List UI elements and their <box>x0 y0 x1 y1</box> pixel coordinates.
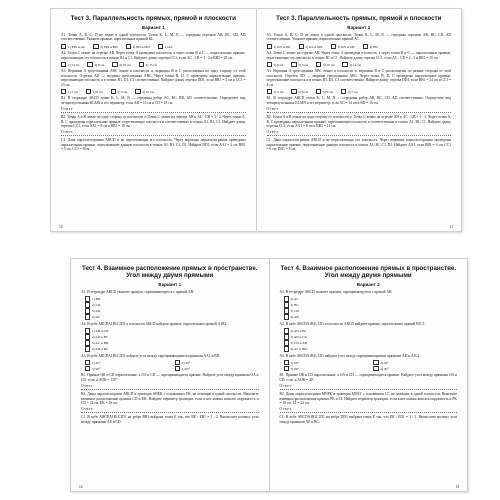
option-2[interactable]: 2) MN и BD <box>93 44 117 49</box>
option-3[interactable]: 3) 90° <box>85 366 169 371</box>
question-a2: А2. В кубе ABCDA1B1C1D1 в плоскости ABCD найдите прямые, параллельные прямой B1C1. <box>279 321 426 326</box>
option-1[interactable]: 1) 7 см <box>61 89 78 94</box>
checkbox[interactable] <box>373 366 378 371</box>
answer-options-a3 <box>267 89 452 94</box>
option-3[interactable]: 3) CD <box>284 308 458 313</box>
option-1[interactable]: 1) 9 см <box>267 62 284 67</box>
answer-options-a1 <box>284 296 458 319</box>
answer-line[interactable]: Ответ. <box>267 130 452 136</box>
page-number: 11 <box>449 225 453 229</box>
option-4[interactable]: 4) 30° <box>373 366 457 371</box>
checkbox[interactable] <box>284 360 289 365</box>
checkbox[interactable] <box>291 62 296 67</box>
checkbox[interactable] <box>85 328 90 333</box>
option-3[interactable]: 3) 10 см <box>112 62 130 67</box>
question-a3: А3. В кубе ABCDA1B1C1D1 найдите угол между скрещивающимися прямыми AA1 и BD. <box>81 353 221 358</box>
option-4[interactable]: 4) AC <box>158 44 173 49</box>
option-3[interactable]: 3) 9 см <box>111 89 128 94</box>
checkbox[interactable] <box>61 89 66 94</box>
option-2[interactable]: 2) 6 см <box>291 89 308 94</box>
page-number: 12 <box>79 485 83 489</box>
answer-options-a1 <box>267 44 452 49</box>
question-b2: В2. Точки A и B лежат по одну сторону от плоскости α. Точка C лежит на отрезке AB и AC : CB = 3 : 2. Через точки A, B, C проведены параллельные прямые, пересекающие плоскость α соответственно в точках A1, B1, C1. Найдите длину отрезка CC1, если AA1 = 8 см и BB1 = 18 см. <box>61 115 246 129</box>
question-b2: В2. Даны параллелограмм MNPK и трапеция MNLT с основанием LT, не лежащие в одной плоскости. Выясните взаимное расположение прямых PK и LT. Найдите периметр трапеции, если в нее можно вписать окружность и PK = 18 см, LT = 24 см. <box>279 392 457 405</box>
checkbox[interactable] <box>284 366 289 371</box>
option-4[interactable]: 4) 15 см <box>139 62 157 67</box>
question-a3: А3. В кубе ABCDA1B1C1D1 найдите угол между скрещивающимися прямыми AD и A1C1. <box>279 353 421 358</box>
checkbox[interactable] <box>175 366 180 371</box>
option-4[interactable]: 4) 7 см <box>341 89 358 94</box>
checkbox[interactable] <box>85 334 90 339</box>
checkbox[interactable] <box>316 89 321 94</box>
checkbox[interactable] <box>111 89 116 94</box>
option-1[interactable]: 1) AD и BC <box>284 328 458 333</box>
question-b2: В2. Даны параллелограмм ABCD и трапеция ABEK с основанием EK, не лежащие в одной плоскости. Выясните взаимное расположение прямых CD и EK. Найдите периметр трапеции, если в нее можно вписать окружность и CD = 22 см, EK = 16 см. <box>81 392 259 405</box>
checkbox[interactable] <box>85 366 90 371</box>
checkbox[interactable] <box>61 44 66 49</box>
option-1[interactable]: 1) 5 см <box>267 89 284 94</box>
checkbox[interactable] <box>363 44 368 49</box>
variant-label: Вариант 1 <box>158 282 182 287</box>
option-2[interactable]: 2) 6 см <box>291 62 308 67</box>
answer-options-a3 <box>85 360 259 371</box>
checkbox[interactable] <box>284 340 289 345</box>
checkbox[interactable] <box>85 308 90 313</box>
checkbox[interactable] <box>85 340 90 345</box>
checkbox[interactable] <box>267 89 272 94</box>
option-2[interactable]: 2) 8 см <box>86 89 103 94</box>
option-2[interactable]: 2) BC <box>284 302 458 307</box>
checkbox[interactable] <box>267 62 272 67</box>
question-c1: С1. Дана параллелограмма ABCD и не пересекающая его плоскость. Через вершины параллелограмма проведены параллельные прямые, пересекающие данную плоскость в точках A1, B1, C1, D1. Найдите AA1, если BB1 = 4 см, CC1 = 6 см, DD1 = 8 см. <box>266 138 451 152</box>
checkbox[interactable] <box>284 302 289 307</box>
option-4[interactable]: 4) 12 см <box>342 62 360 67</box>
answer-options-a2 <box>85 328 259 351</box>
answer-options-a2 <box>267 62 452 67</box>
option-3[interactable]: 3) BD и MN <box>126 44 150 49</box>
answer-options-a2 <box>284 328 458 351</box>
checkbox[interactable] <box>135 89 140 94</box>
option-3[interactable]: 3) AC и BD <box>85 340 259 345</box>
question-c1: С1. Дана параллелограмма ABCD и не пересекающая его плоскость. Через вершины параллелограмма проведены параллельные прямые, пересекающие данную плоскость в точках A1, B1, C1, D1. Найдите DD1, если AA1 = 2 см, BB1 = 5 см, CC1 = 8 см. <box>61 138 246 152</box>
checkbox[interactable] <box>175 360 180 365</box>
option-1[interactable]: 1) AB и CD <box>85 328 259 333</box>
question-a2: А2. Точка C лежит на отрезке AB. Через точку A проведена плоскость, а через точки B и C — параллельные прямые, пересекающие эту плоскость в точках B1 и C1. Найдите длину отрезка CC1, если AC : CB = 2 : 3 и BB1 = 15 см. <box>266 51 451 60</box>
option-2[interactable]: 2) CD <box>85 302 259 307</box>
page-13 <box>270 259 468 491</box>
option-1[interactable]: 1) 12 см <box>61 62 79 67</box>
checkbox[interactable] <box>87 62 92 67</box>
question-a3: А3. Вершина A треугольника ABC лежит в плоскости α, вершины B и C расположены по разные стороны от этой плоскости. Отрезок AD — медиана треугольника ABC. Через точки B, D, C проведены параллельные прямые, пересекающие плоскость α в точках B1, D1, C1 соответственно. Найдите длину отрезка DD1, если BB1 = 14 см и CC1 = 4 см. <box>266 69 451 87</box>
page-11 <box>257 9 462 231</box>
answer-options-a3 <box>61 89 246 94</box>
option-4[interactable]: 4) BD <box>363 44 378 49</box>
checkbox[interactable] <box>284 296 289 301</box>
checkbox[interactable] <box>93 44 98 49</box>
option-4[interactable]: 4) AB и BC <box>85 346 259 351</box>
answer-options-a2 <box>61 62 246 67</box>
question-b1: В1. В тетраэдре ABCD точки K, L, M, N — середины ребер AB, BC, CD, AD соответственно. Определите вид четырехугольника KLMN и его периметр, если AC = 14 см и BD = 16 см. <box>266 96 451 105</box>
option-4[interactable]: 4) AC <box>85 314 259 319</box>
question-a1: А1. В тетраэдре ABCD укажите прямую, скрещивающуюся с прямой AB. <box>279 290 393 294</box>
page-title: Тест 4. Взаимное расположение прямых в пространстве. Угол между двумя прямыми <box>280 265 456 279</box>
option-4[interactable]: 4) AB <box>284 314 458 319</box>
answer-options-a1 <box>85 296 259 319</box>
question-a1: А1. Точки A, B, C, D не лежат в одной плоскости. Точки K, L, M, N — середины отрезков AB, BC, CD, AD соответственно. Укажите прямые, параллельные прямой KL. <box>61 33 246 42</box>
checkbox[interactable] <box>85 302 90 307</box>
checkbox[interactable] <box>139 62 144 67</box>
checkbox[interactable] <box>373 360 378 365</box>
checkbox[interactable] <box>284 308 289 313</box>
question-c1: С1. В кубе ABCDA1B1C1D1 на ребре BB1 выбрана точка E так, что BE : EB1 = 1 : 2. Вычислите косинус угла между прямыми AE и CD. <box>81 415 259 424</box>
question-c1: С1. В кубе ABCDA1B1C1D1 на ребре DD1 выбрана точка E так, что DE : ED1 = 2 : 1. Вычислите косинус угла между прямыми AE и BC. <box>279 415 457 424</box>
option-2[interactable]: 2) 45° <box>373 360 457 365</box>
variant-label: Вариант 1 <box>141 25 165 30</box>
option-2[interactable]: 2) 8 см <box>87 62 104 67</box>
option-3[interactable]: 3) 10 см <box>316 62 334 67</box>
question-a1: А1. Точки A, B, C, D не лежат в одной плоскости. Точки K, L, M, N — середины отрезков AB, BC, CD, AD соответственно. Укажите прямые, параллельные прямой AC. <box>266 33 451 42</box>
checkbox[interactable] <box>284 328 289 333</box>
question-a2: А2. Точки C лежит на отрезке AB. Через точку A проведена плоскость, а через точки B и C — параллельные прямые, пересекающие эту плоскость в точках B1 и C1. Найдите длину отрезка CC1, если AC : CB = 3 : 2 и BB1 = 20 см. <box>61 51 246 60</box>
option-4[interactable]: 4) AC и BD <box>284 346 458 351</box>
page-number: 13 <box>455 485 459 489</box>
page-title: Тест 4. Взаимное расположение прямых в пространстве. Угол между двумя прямыми <box>82 265 258 279</box>
option-1[interactable]: 1) 90° <box>284 360 368 365</box>
question-b1: В1. В тетраэдре ABCD точки K, L, M, N — середины ребер AC, BC, BD, AD соответственно. Определите вид четырехугольника KLMN и его периметр, если AB = 10 см и CD = 18 см. <box>61 96 246 105</box>
checkbox[interactable] <box>316 62 321 67</box>
checkbox[interactable] <box>284 346 289 351</box>
bottom-book-spread <box>70 258 468 492</box>
checkbox[interactable] <box>61 62 66 67</box>
option-3[interactable]: 3) KN и LM <box>331 44 355 49</box>
page-title: Тест 3. Параллельность прямых, прямой и плоскости <box>276 15 442 22</box>
checkbox[interactable] <box>86 89 91 94</box>
page-12 <box>71 259 270 491</box>
answer-options-a3 <box>284 360 458 371</box>
checkbox[interactable] <box>331 44 336 49</box>
answer-line[interactable]: Ответ. <box>280 384 458 390</box>
option-3[interactable]: 3) CD и AB <box>284 340 458 345</box>
option-3[interactable]: 3) AD <box>85 308 259 313</box>
question-a3: А3. Вершина A треугольника ABC лежит в плоскости α, вершины B и C расположены по одну сторону от этой плоскости. Отрезок AD — медиана треугольника ABC. Через точки B, D, C проведены параллельные прямые, пересекающие плоскость α в точках B1, D1, C1 соответственно. Найдите длину отрезка DD1, если BB1 = 5 см и CC1 = 13 см. <box>61 69 246 87</box>
checkbox[interactable] <box>299 44 304 49</box>
checkbox[interactable] <box>284 334 289 339</box>
option-3[interactable]: 3) 9 см <box>316 89 333 94</box>
checkbox[interactable] <box>85 360 90 365</box>
option-2[interactable]: 2) KL и MN <box>299 44 323 49</box>
question-b1: В1. Прямые OB и CD параллельные, а OA и CD — скрещивающиеся прямые. Найдите угол между прямыми OA и CD, если ∠AOB = 40°. <box>279 373 457 382</box>
option-4[interactable]: 4) 60° <box>175 366 259 371</box>
option-3[interactable]: 3) 60° <box>284 366 368 371</box>
checkbox[interactable] <box>291 89 296 94</box>
variant-label: Вариант 2 <box>356 282 380 287</box>
question-a2: А2. В кубе ABCDA1B1C1D1 в плоскости ABCD найдите прямые, параллельные прямой A1B1. <box>81 321 228 326</box>
option-1[interactable]: 1) AC <box>284 296 458 301</box>
checkbox[interactable] <box>342 62 347 67</box>
answer-line[interactable]: Ответ. <box>81 384 259 390</box>
answer-line[interactable]: Ответ. <box>267 107 452 113</box>
answer-line[interactable]: Ответ. <box>61 107 246 113</box>
page-number: 10 <box>59 225 63 229</box>
option-1[interactable]: 1) KN и ML <box>267 44 291 49</box>
answer-line[interactable]: Ответ. <box>280 407 458 413</box>
checkbox[interactable] <box>85 314 90 319</box>
option-2[interactable]: 2) 30° <box>175 360 259 365</box>
checkbox[interactable] <box>112 62 117 67</box>
checkbox[interactable] <box>284 314 289 319</box>
question-b1: В1. Прямые OB и CD параллельные, а OA и CD — скрещивающиеся прямые. Найдите угол между прямыми OA и CD, если ∠AOB = 120°. <box>81 373 259 382</box>
page-10 <box>51 9 257 231</box>
option-2[interactable]: 2) AD и CD <box>284 334 458 339</box>
checkbox[interactable] <box>126 44 131 49</box>
option-1[interactable]: 1) 45° <box>85 360 169 365</box>
answer-options-a1 <box>61 44 246 49</box>
checkbox[interactable] <box>267 44 272 49</box>
checkbox[interactable] <box>341 89 346 94</box>
checkbox[interactable] <box>85 296 90 301</box>
question-a1: А1. В тетраэдре ABCD укажите прямую, скрещивающуюся с прямой AB. <box>81 290 194 294</box>
variant-label: Вариант 2 <box>347 25 371 30</box>
top-book-spread <box>50 8 462 232</box>
page-title: Тест 3. Параллельность прямых, прямой и плоскости <box>70 15 236 22</box>
answer-line[interactable]: Ответ. <box>81 407 259 413</box>
option-4[interactable]: 4) 10 см <box>135 89 153 94</box>
checkbox[interactable] <box>85 346 90 351</box>
option-2[interactable]: 2) AD и BC <box>85 334 259 339</box>
question-b2: В2. Точки A и B лежат по одну сторону от плоскости α. Точка C лежит на отрезке AB и AC : CB = 1 : 3. Через точки A, B, C проведены параллельные прямые, пересекающие плоскость α соответственно в точках A1, B1, C1. Найдите длину отрезка CC1, если AA1 = 6 см и BB1 = 14 см. <box>266 115 451 129</box>
option-1[interactable]: 1) BD <box>85 296 259 301</box>
checkbox[interactable] <box>158 44 163 49</box>
answer-line[interactable]: Ответ. <box>61 130 246 136</box>
option-1[interactable]: 1) MN и AC <box>61 44 85 49</box>
